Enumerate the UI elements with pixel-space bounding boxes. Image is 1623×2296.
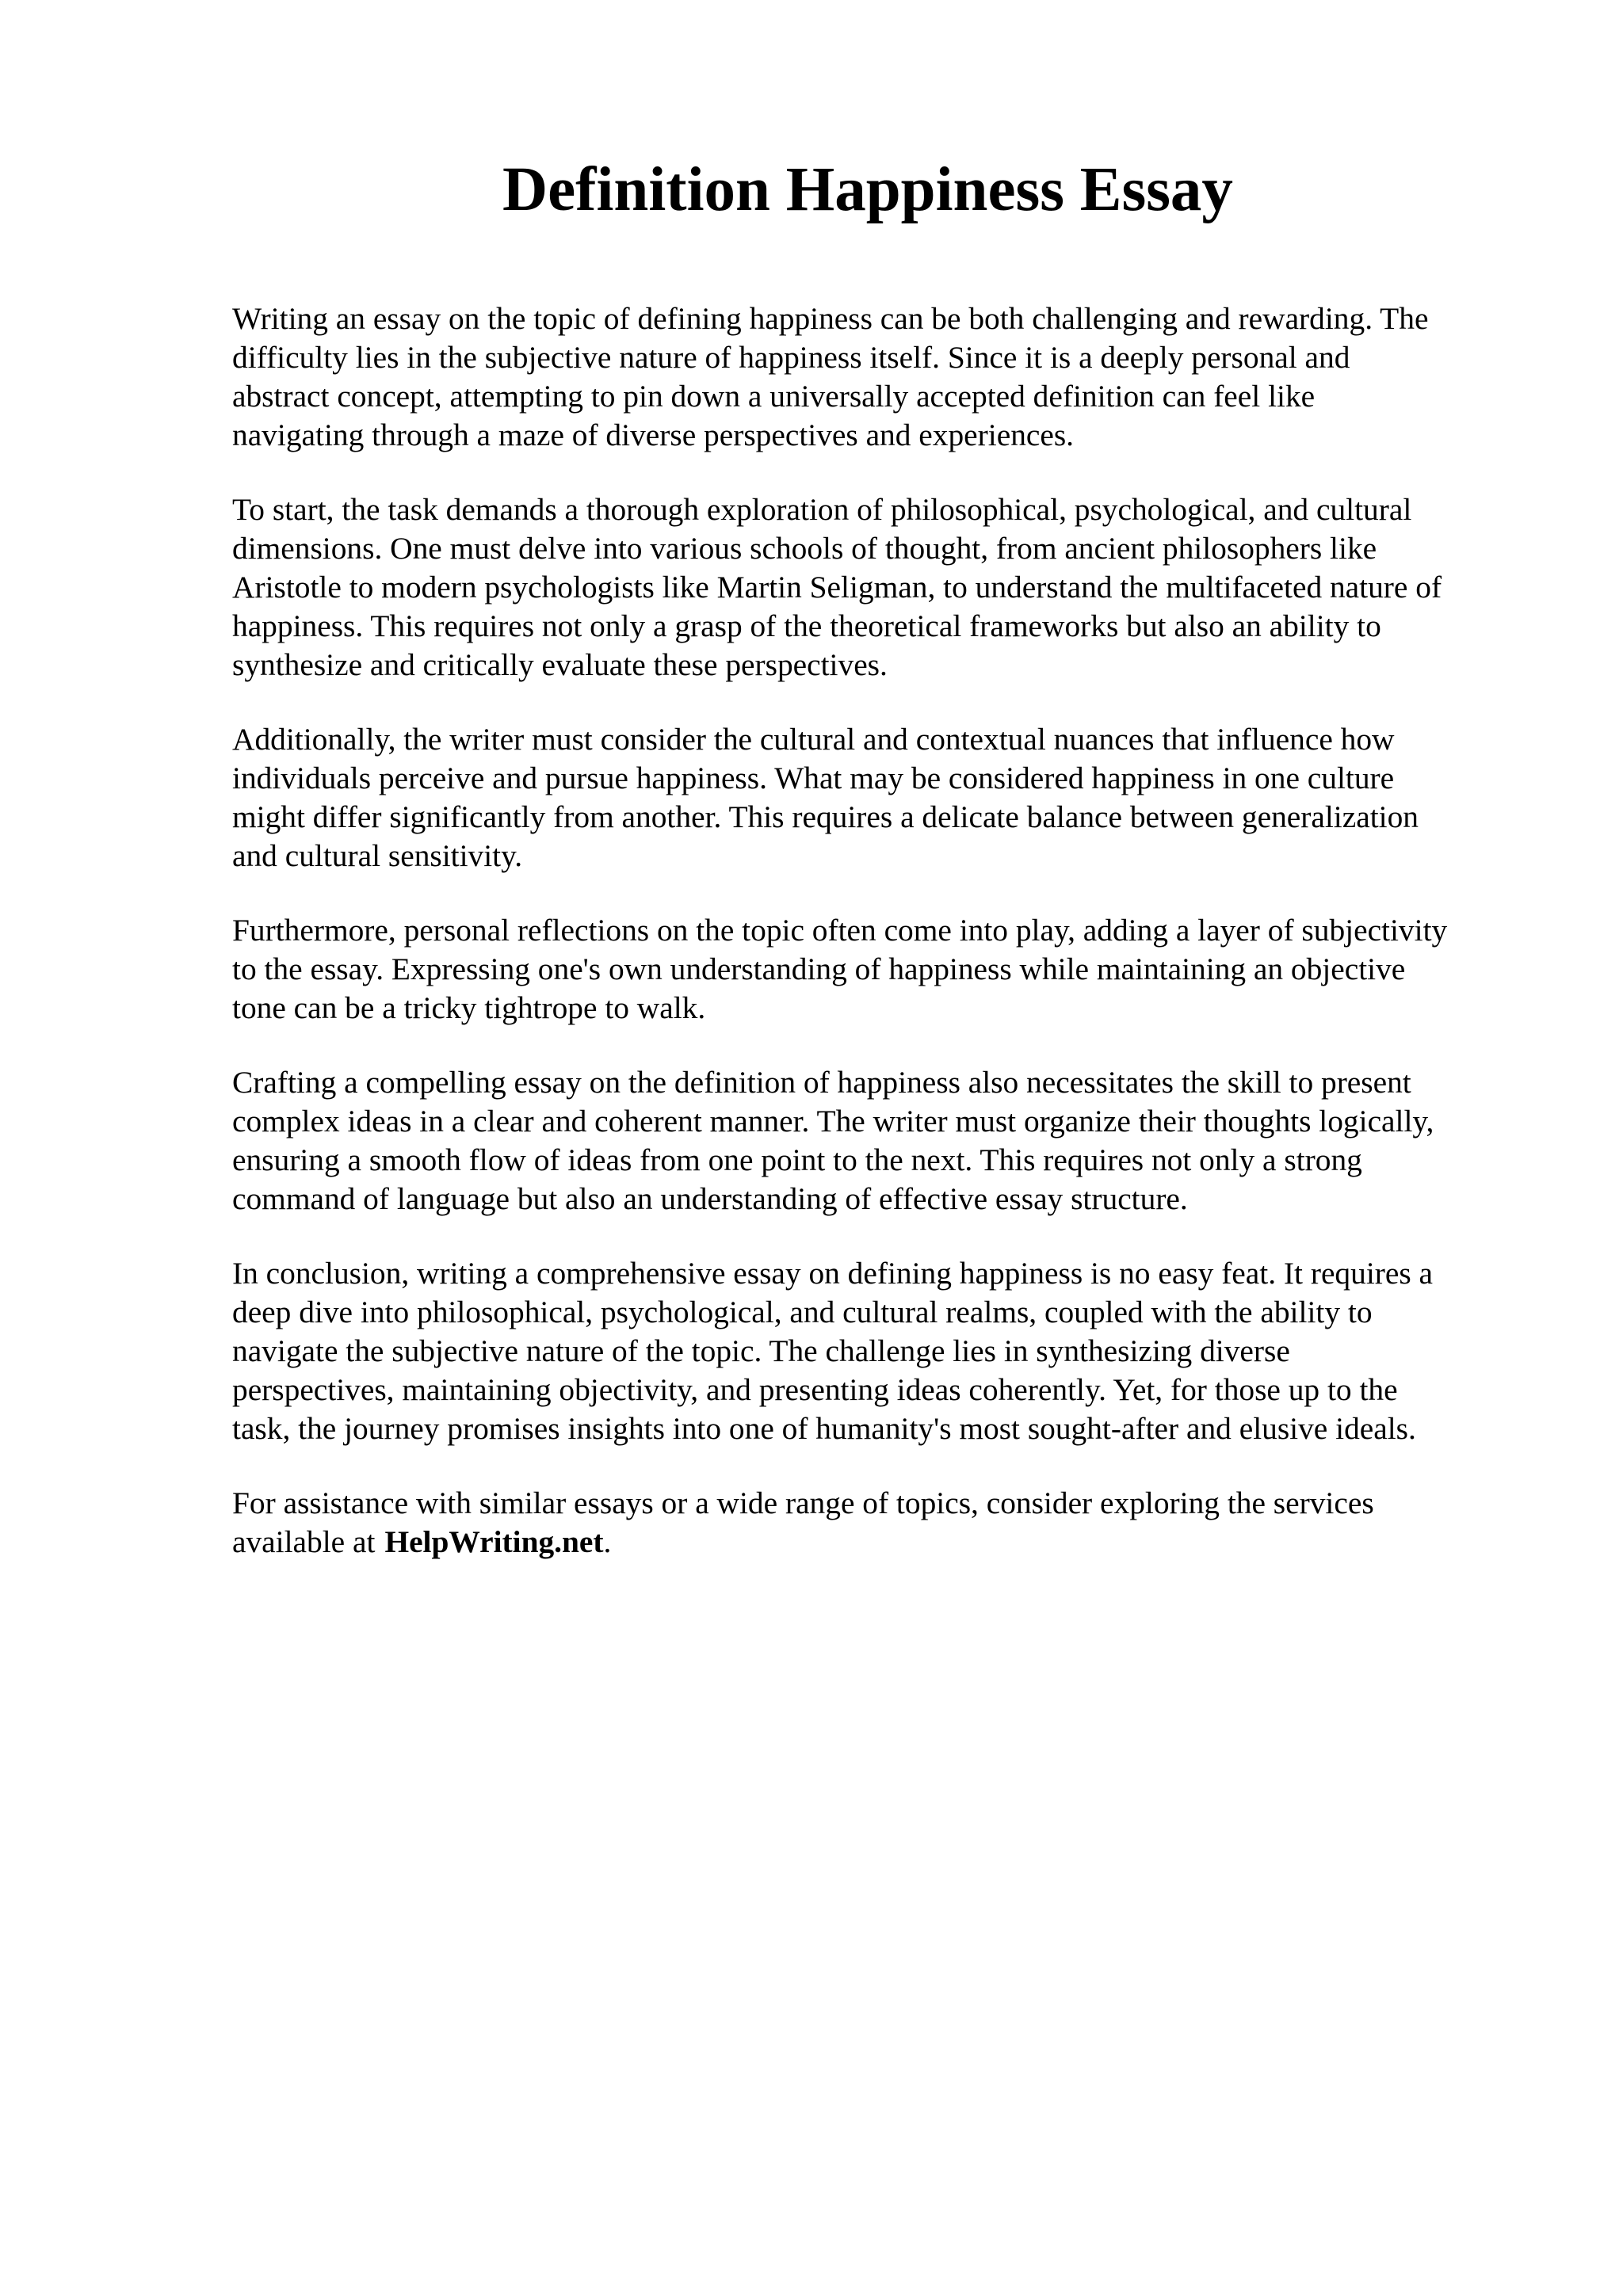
paragraph-list xyxy=(232,299,1532,1448)
paragraph-line: and cultural sensitivity. xyxy=(232,838,523,873)
paragraph-line: deep dive into philosophical, psychological, and cultural realms, coupled with the ability to xyxy=(232,1295,1373,1329)
paragraph-line: abstract concept, attempting to pin down a universally accepted definition can feel like xyxy=(232,379,1316,414)
paragraph-line: dimensions. One must delve into various schools of thought, from ancient philosophers like xyxy=(232,531,1377,566)
paragraph-line: synthesize and critically evaluate these perspectives. xyxy=(232,647,888,682)
paragraph-line: In conclusion, writing a comprehensive essay on defining happiness is no easy feat. It requires a xyxy=(232,1256,1434,1291)
paragraph-line: Additionally, the writer must consider the cultural and contextual nuances that influence how xyxy=(232,722,1395,757)
paragraph-line: To start, the task demands a thorough exploration of philosophical, psychological, and cultural xyxy=(232,492,1412,527)
essay-paragraph xyxy=(232,1063,1532,1219)
essay-paragraph xyxy=(232,490,1532,685)
closing-prefix: available at xyxy=(232,1524,376,1559)
essay-paragraph xyxy=(232,1254,1532,1448)
paragraph-line: might differ significantly from another. This requires a delicate balance between generalization xyxy=(232,799,1419,834)
paragraph-line: happiness. This requires not only a grasp of the theoretical frameworks but also an ability to xyxy=(232,608,1381,643)
closing-line: For assistance with similar essays or a wide range of topics, consider exploring the services xyxy=(232,1486,1374,1520)
paragraph-line: Writing an essay on the topic of defining happiness can be both challenging and rewarding. The xyxy=(232,301,1429,336)
document-title: Definition Happiness Essay xyxy=(502,155,1233,224)
paragraph-line: Aristotle to modern psychologists like Martin Seligman, to understand the multifaceted nature of xyxy=(232,570,1442,605)
closing-line-2 xyxy=(232,1523,1532,1562)
paragraph-line: ensuring a smooth flow of ideas from one point to the next. This requires not only a strong xyxy=(232,1142,1362,1177)
paragraph-line: task, the journey promises insights into one of humanity's most sought-after and elusive ideals. xyxy=(232,1411,1416,1446)
paragraph-line: difficulty lies in the subjective nature of happiness itself. Since it is a deeply personal and xyxy=(232,340,1350,375)
essay-paragraph xyxy=(232,911,1532,1028)
closing-suffix: . xyxy=(603,1524,612,1559)
paragraph-line: command of language but also an understanding of effective essay structure. xyxy=(232,1181,1188,1216)
paragraph-line: Crafting a compelling essay on the definition of happiness also necessitates the skill to present xyxy=(232,1065,1411,1100)
paragraph-line: individuals perceive and pursue happiness. What may be considered happiness in one culture xyxy=(232,761,1395,795)
paragraph-line: complex ideas in a clear and coherent manner. The writer must organize their thoughts logically, xyxy=(232,1104,1434,1138)
paragraph-line: perspectives, maintaining objectivity, and presenting ideas coherently. Yet, for those up to the xyxy=(232,1372,1398,1407)
paragraph-line: navigate the subjective nature of the topic. The challenge lies in synthesizing diverse xyxy=(232,1333,1290,1368)
paragraph-line: tone can be a tricky tightrope to walk. xyxy=(232,990,706,1025)
essay-paragraph xyxy=(232,299,1532,455)
closing-paragraph xyxy=(232,1484,1532,1562)
helpwriting-link[interactable]: HelpWriting.net xyxy=(384,1524,604,1559)
essay-body xyxy=(232,299,1532,1597)
paragraph-line: navigating through a maze of diverse perspectives and experiences. xyxy=(232,418,1075,452)
essay-paragraph xyxy=(232,720,1532,875)
paragraph-line: Furthermore, personal reflections on the topic often come into play, adding a layer of subjectivity xyxy=(232,913,1448,948)
paragraph-line: to the essay. Expressing one's own understanding of happiness while maintaining an objective xyxy=(232,952,1406,986)
